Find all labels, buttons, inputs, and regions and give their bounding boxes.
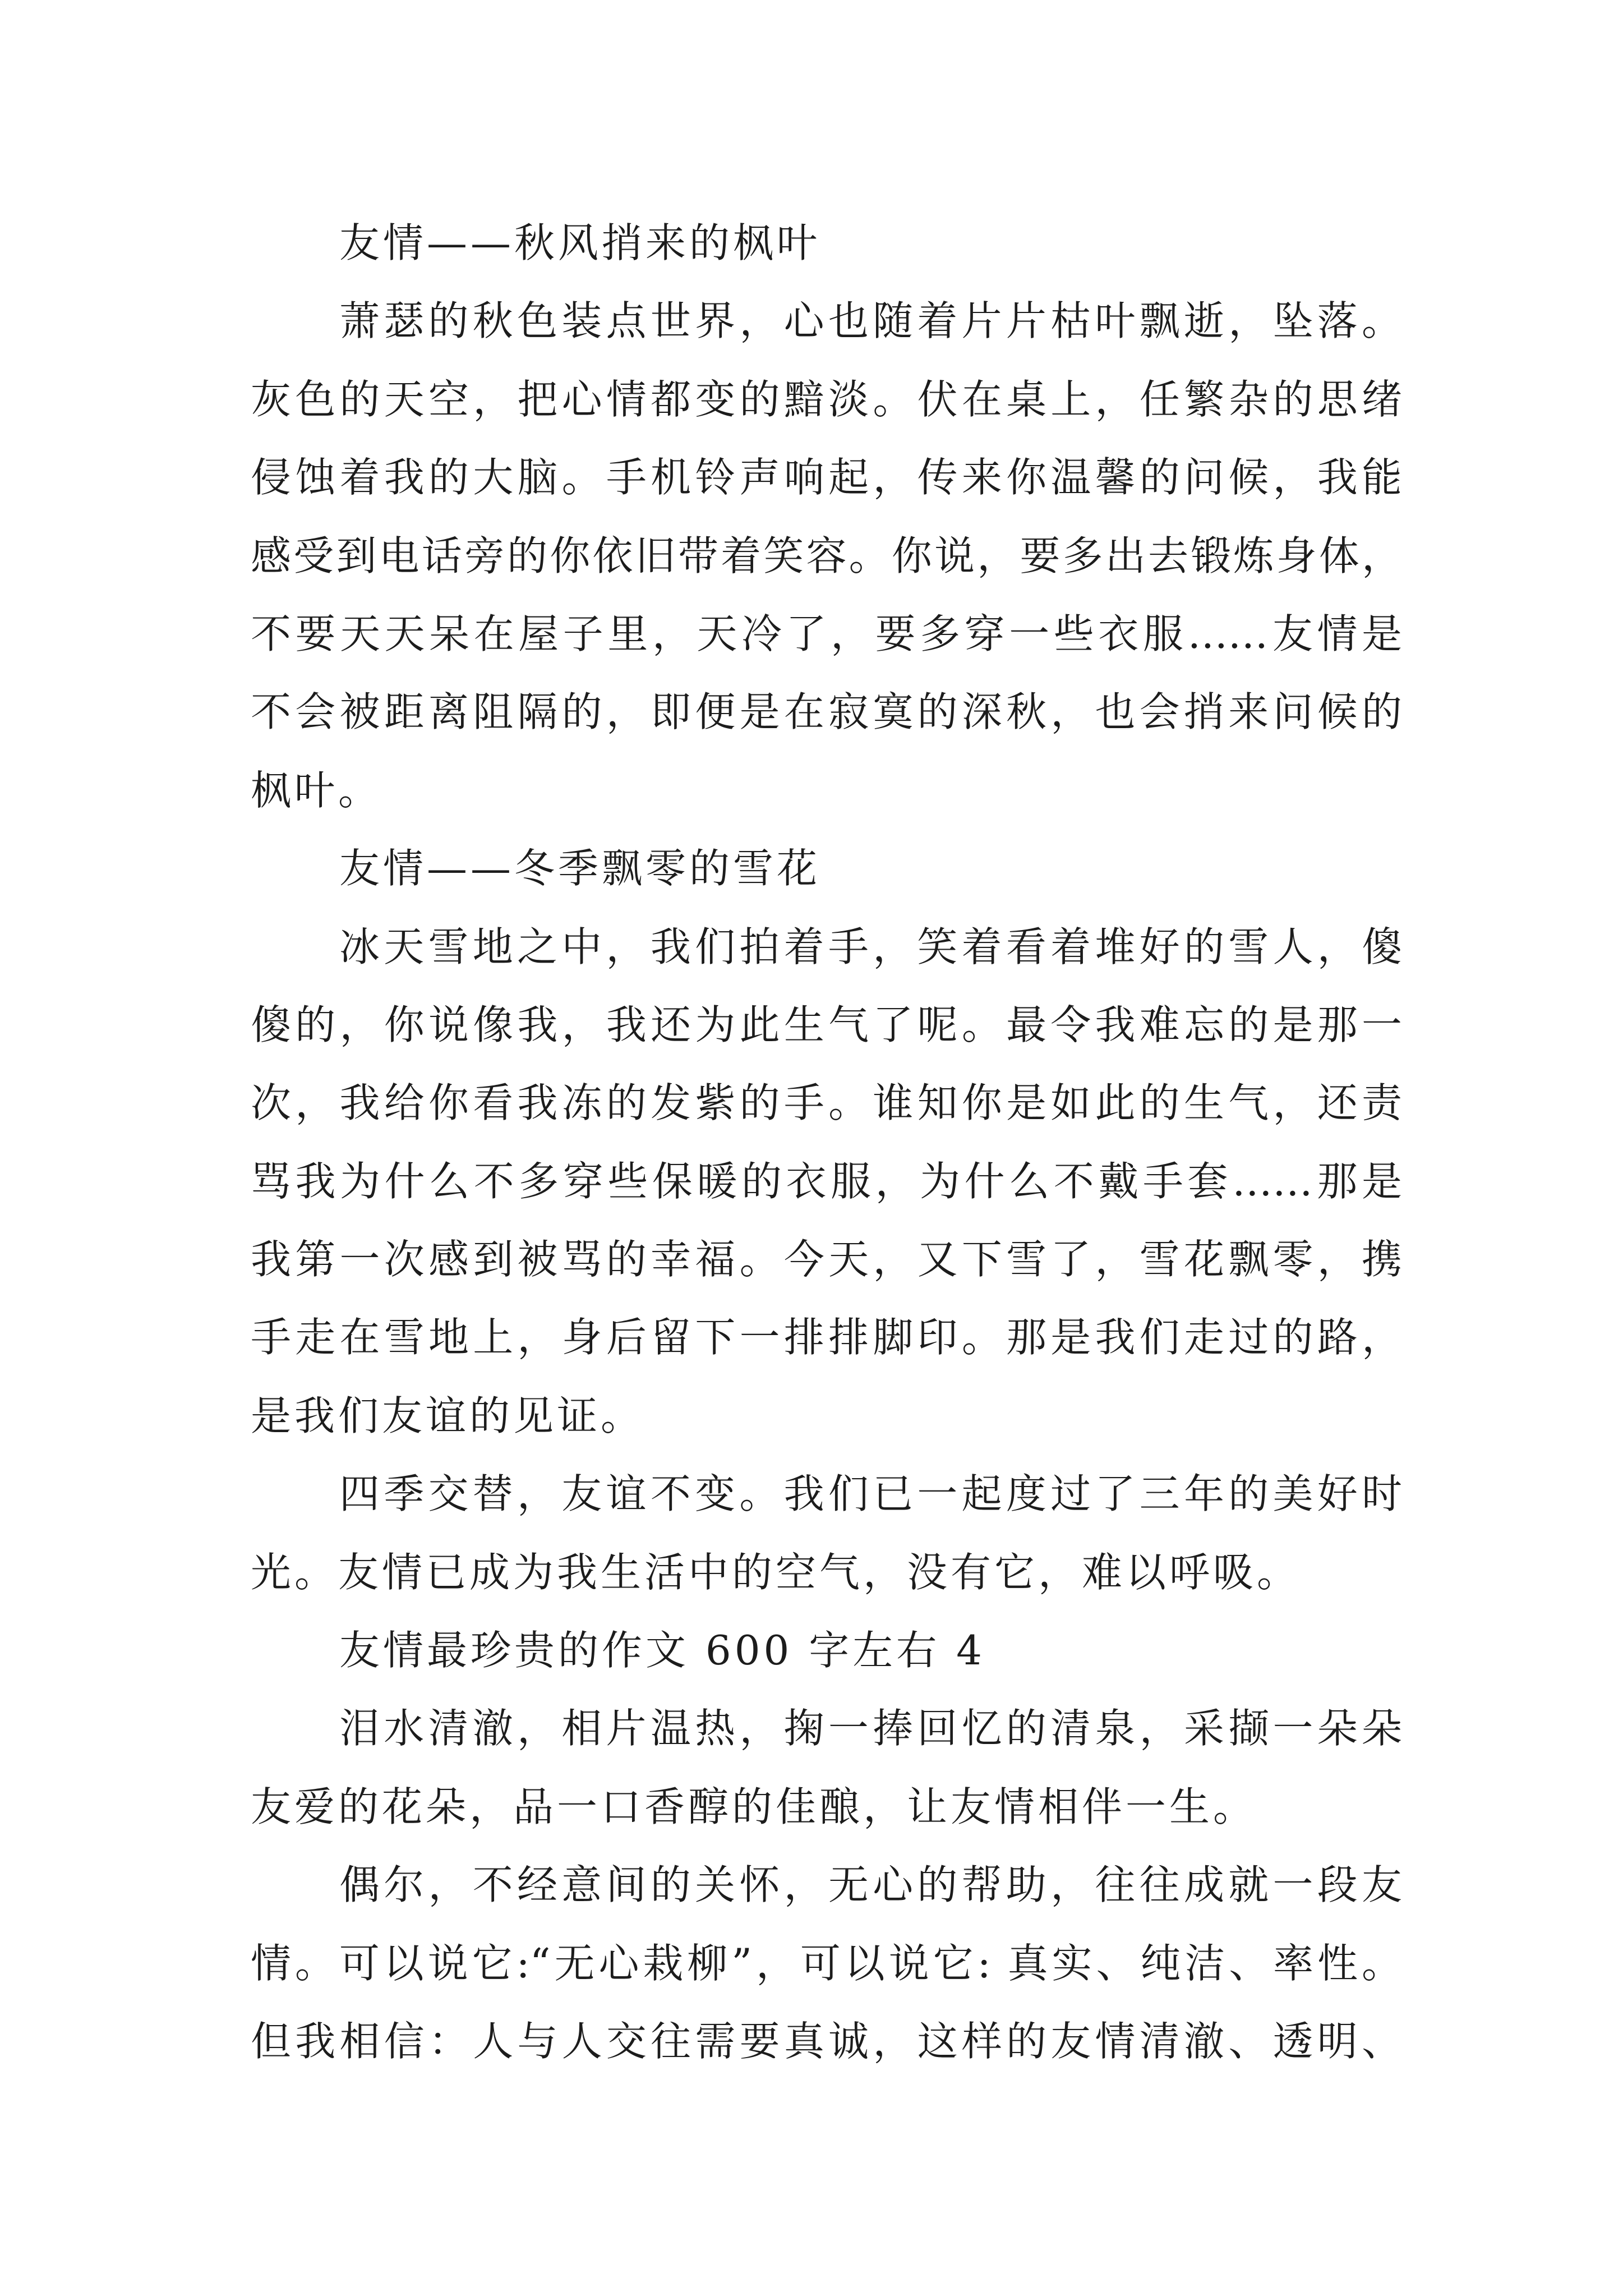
paragraph-line: 四季交替，友谊不变。我们已一起度过了三年的美好时 — [339, 1470, 1402, 1518]
paragraph-line: 骂我为什么不多穿些保暖的衣服，为什么不戴手套……那是 — [251, 1157, 1402, 1205]
paragraph-line: 感受到电话旁的你依旧带着笑容。你说，要多出去锻炼身体， — [251, 532, 1402, 579]
paragraph-line: 萧瑟的秋色装点世界，心也随着片片枯叶飘逝，坠落。 — [339, 297, 1402, 345]
paragraph-line: 我第一次感到被骂的幸福。今天，又下雪了，雪花飘零，携 — [251, 1236, 1402, 1283]
paragraph — [251, 282, 1402, 830]
paragraph-line: 侵蚀着我的大脑。手机铃声响起，传来你温馨的问候，我能 — [251, 454, 1402, 501]
paragraph-line: 不会被距离阻隔的，即便是在寂寞的深秋，也会捎来问候的 — [251, 688, 1402, 736]
document-body — [251, 204, 1402, 2081]
section-heading — [251, 204, 1402, 282]
heading-line: 友情——冬季飘零的雪花 — [339, 845, 821, 892]
paragraph-line: 傻的，你说像我，我还为此生气了呢。最令我难忘的是那一 — [251, 1001, 1402, 1048]
paragraph — [251, 1690, 1402, 1846]
paragraph-line: 是我们友谊的见证。 — [251, 1392, 645, 1439]
heading-line: 友情——秋风捎来的枫叶 — [339, 219, 821, 266]
paragraph-line: 情。可以说它:“无心栽柳”，可以说它: 真实、纯洁、率性。 — [251, 1939, 1402, 1987]
paragraph-line: 但我相信：人与人交往需要真诚，这样的友情清澈、透明、 — [251, 2017, 1402, 2065]
paragraph-line: 光。友情已成为我生活中的空气，没有它，难以呼吸。 — [251, 1548, 1301, 1596]
paragraph-line: 冰天雪地之中，我们拍着手，笑着看着堆好的雪人，傻 — [339, 923, 1402, 970]
heading-line: 友情最珍贵的作文 600 字左右 4 — [339, 1627, 985, 1674]
paragraph-line: 泪水清澈，相片温热，掬一捧回忆的清泉，采撷一朵朵 — [339, 1705, 1402, 1752]
section-heading — [251, 830, 1402, 908]
section-heading — [251, 1612, 1402, 1690]
paragraph — [251, 908, 1402, 1456]
paragraph-line: 偶尔，不经意间的关怀，无心的帮助，往往成就一段友 — [339, 1861, 1402, 1909]
paragraph-line: 手走在雪地上，身后留下一排排脚印。那是我们走过的路， — [251, 1314, 1402, 1361]
paragraph-line: 灰色的天空，把心情都变的黯淡。伏在桌上，任繁杂的思绪 — [251, 375, 1402, 423]
paragraph-line: 不要天天呆在屋子里，天冷了，要多穿一些衣服……友情是 — [251, 610, 1402, 657]
paragraph — [251, 1455, 1402, 1612]
paragraph — [251, 1846, 1402, 2081]
paragraph-line: 友爱的花朵，品一口香醇的佳酿，让友情相伴一生。 — [251, 1783, 1257, 1830]
paragraph-line: 枫叶。 — [251, 766, 382, 814]
paragraph-line: 次，我给你看我冻的发紫的手。谁知你是如此的生气，还责 — [251, 1079, 1402, 1127]
